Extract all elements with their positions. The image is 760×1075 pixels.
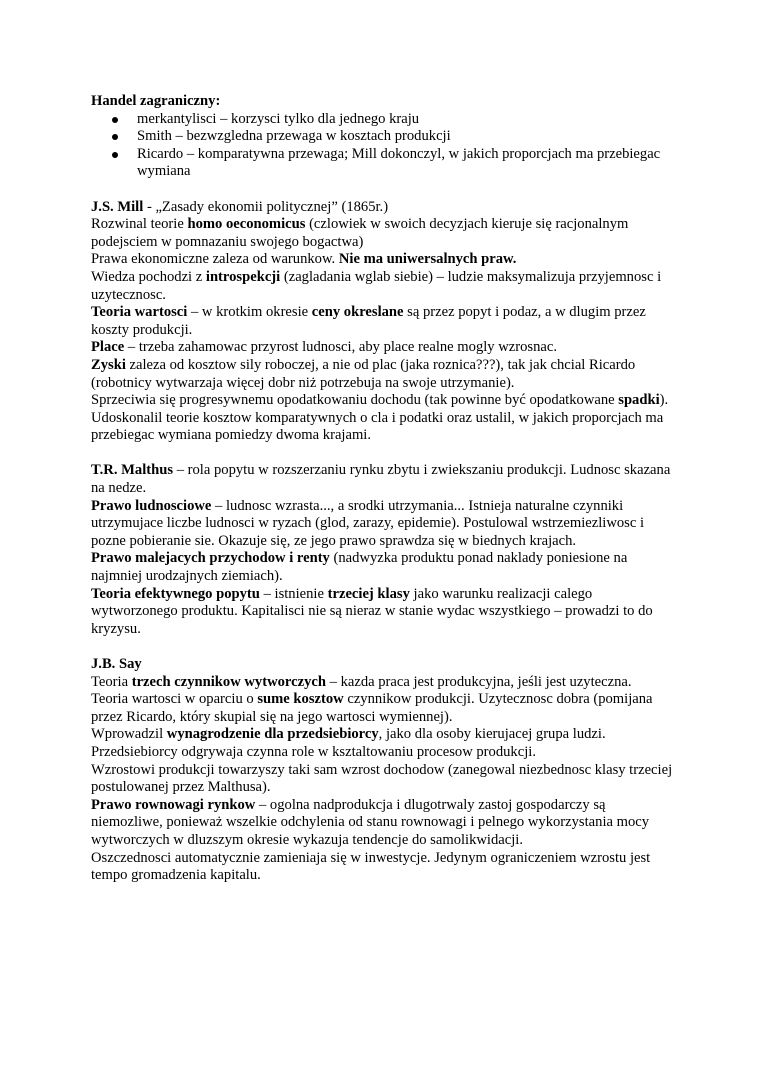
section-malthus (91, 462, 676, 638)
text-run: – kazda praca jest produkcyjna, jeśli jest uzyteczna. (325, 673, 632, 690)
bold-term: Prawo malejacych przychodow i renty (91, 550, 330, 567)
paragraph (91, 339, 676, 357)
paragraph-spacer (91, 638, 676, 656)
paragraph (91, 586, 676, 639)
text-run: – istnienie (259, 585, 328, 602)
bold-term: trzeciej klasy (327, 585, 410, 602)
bold-term: Zyski (91, 356, 126, 373)
bullet-icon (112, 134, 118, 140)
text-run: Teoria (91, 673, 132, 690)
bold-term: Place (91, 339, 125, 356)
text-run: są przez popyt i podaz, a w dlugim przez koszty produkcji. (91, 304, 646, 338)
paragraph (91, 674, 676, 692)
bold-term: Nie ma uniwersalnych praw. (338, 251, 517, 268)
paragraph (91, 357, 676, 392)
text-run: Oszczednosci automatycznie zamieniaja się w inwestycje. Jedynym ograniczeniem wzrostu jest tempo gromadzenia kapitalu. (91, 849, 651, 884)
bold-term: wynagrodzenie dla przedsiebiorcy (166, 726, 379, 743)
paragraph (91, 691, 676, 726)
text-run: – trzeba zahamowac przyrost ludnosci, aby place realne mogly wzrosnac. (124, 339, 558, 356)
heading-text: Handel zagraniczny: (91, 93, 221, 109)
section-heading (91, 656, 676, 674)
text-run: Wiedza pochodzi z (91, 268, 206, 285)
paragraph (91, 550, 676, 585)
text-run: Rozwinal teorie (91, 216, 188, 233)
list-item-text: Smith – bezwzgledna przewaga w kosztach produkcji (137, 128, 451, 145)
paragraph (91, 251, 676, 269)
bold-term: Prawo ludnosciowe (91, 497, 212, 514)
text-run: – ludnosc wzrasta..., a srodki utrzymania... Istnieja naturalne czynniki utrzymujace liczbe ludnosci w ryzach (glod, zarazy, epidemie). Postulowal wstrzemiezliwosc i pozne pobieranie sie. Okazuje się, ze jego prawo sprawdza się w biednych krajach. (91, 497, 645, 549)
paragraph-spacer (91, 445, 676, 463)
text-run: (zagladania wglab siebie) – ludzie maksymalizuja przyjemnosc i uzytecznosc. (91, 268, 662, 303)
list-item-text: Ricardo – komparatywna przewaga; Mill dokonczyl, w jakich proporcjach ma przebiegac wymiana (137, 145, 661, 180)
bold-term: homo oeconomicus (187, 216, 306, 233)
bullet-list (91, 111, 676, 181)
text-run: – ogolna nadprodukcja i dlugotrwaly zastoj gospodarczy są niemozliwe, ponieważ wszelkie odchylenia od stanu rownowagi i pelnego wykorzystania mocy wytworczych w dluzszym okresie wykazuja tendencje do samolikwidacji. (91, 796, 650, 848)
section-say (91, 656, 676, 885)
list-item (91, 146, 676, 181)
section-heading (91, 199, 676, 217)
bold-term: spadki (618, 392, 660, 409)
bold-term: Teoria wartosci (91, 304, 188, 321)
list-item (91, 111, 676, 129)
book-title: - „Zasady ekonomii politycznej” (1865r.) (143, 198, 389, 215)
paragraph (91, 762, 676, 797)
text-run: Wprowadzil (91, 726, 167, 743)
text-run: Wzrostowi produkcji towarzyszy taki sam wzrost dochodow (zanegowal niezbednosc klasy trzeciej postulowanej przez Malthusa). (91, 761, 673, 796)
section-heading (91, 93, 676, 111)
bold-term: introspekcji (205, 268, 281, 285)
text-run: ). (659, 392, 669, 409)
paragraph (91, 392, 676, 410)
bold-term: ceny okreslane (311, 304, 404, 321)
list-item (91, 128, 676, 146)
paragraph (91, 304, 676, 339)
text-run: (nadwyzka produktu ponad naklady poniesione na najmniej urodzajnych ziemiach). (91, 550, 628, 585)
paragraph (91, 744, 676, 762)
text-run: zaleza od kosztow sily roboczej, a nie od plac (jaka roznica???), tak jak chcial Ricardo (robotnicy wytwarzaja więcej dobr niż potrzebuja na swoje utrzymanie). (91, 356, 636, 391)
paragraph (91, 498, 676, 551)
text-run: jako warunku realizacji calego wytworzonego produktu. Kapitalisci nie są nieraz w stanie wydac wszystkiego – prowadzi to do kryzysu. (91, 585, 653, 637)
text-run: Prawa ekonomiczne zaleza od warunkow. (91, 251, 339, 268)
section-mill (91, 199, 676, 445)
text-run: Sprzeciwia się progresywnemu opodatkowaniu dochodu (tak powinne być opodatkowane (91, 392, 619, 409)
paragraph (91, 269, 676, 304)
text-run: (czlowiek w swoich decyzjach kieruje się racjonalnym podejsciem w pomnazaniu swojego bogactwa) (91, 216, 629, 250)
bold-term: sume kosztow (257, 691, 344, 708)
paragraph (91, 216, 676, 251)
paragraph (91, 797, 676, 850)
text-run: – w krotkim okresie (187, 304, 312, 321)
bullet-icon (112, 152, 118, 158)
section-handel (91, 93, 676, 181)
bold-term: trzech czynnikow wytworczych (131, 673, 326, 690)
document-body (91, 93, 676, 885)
paragraph (91, 462, 676, 497)
paragraph-spacer (91, 181, 676, 199)
text-run: Przedsiebiorcy odgrywaja czynna role w ksztaltowaniu procesow produkcji. (91, 743, 536, 760)
text-run: Udoskonalil teorie kosztow komparatywnych o cla i podatki oraz ustalil, w jakich proporcjach ma przebiegac wymiana pomiedzy dwoma krajami. (91, 409, 664, 444)
paragraph (91, 726, 676, 744)
paragraph (91, 410, 676, 445)
heading-text: J.B. Say (91, 656, 142, 672)
bullet-icon (112, 117, 118, 123)
text-run: – rola popytu w rozszerzaniu rynku zbytu i zwiekszaniu produkcji. Ludnosc skazana na nedze. (91, 462, 671, 497)
text-run: , jako dla osoby kierujacej grupa ludzi. (378, 726, 606, 743)
bold-term: Prawo rownowagi rynkow (91, 796, 256, 813)
text-run: czynnikow produkcji. Uzytecznosc dobra (pomijana przez Ricardo, który skupial się na jego wartosci wymiennej). (91, 691, 653, 725)
list-item-text: merkantylisci – korzysci tylko dla jednego kraju (137, 110, 420, 127)
heading-text: J.S. Mill (91, 198, 144, 215)
heading-text: T.R. Malthus (91, 462, 174, 479)
bold-term: Teoria efektywnego popytu (91, 585, 260, 602)
paragraph (91, 850, 676, 885)
text-run: Teoria wartosci w oparciu o (91, 691, 258, 708)
